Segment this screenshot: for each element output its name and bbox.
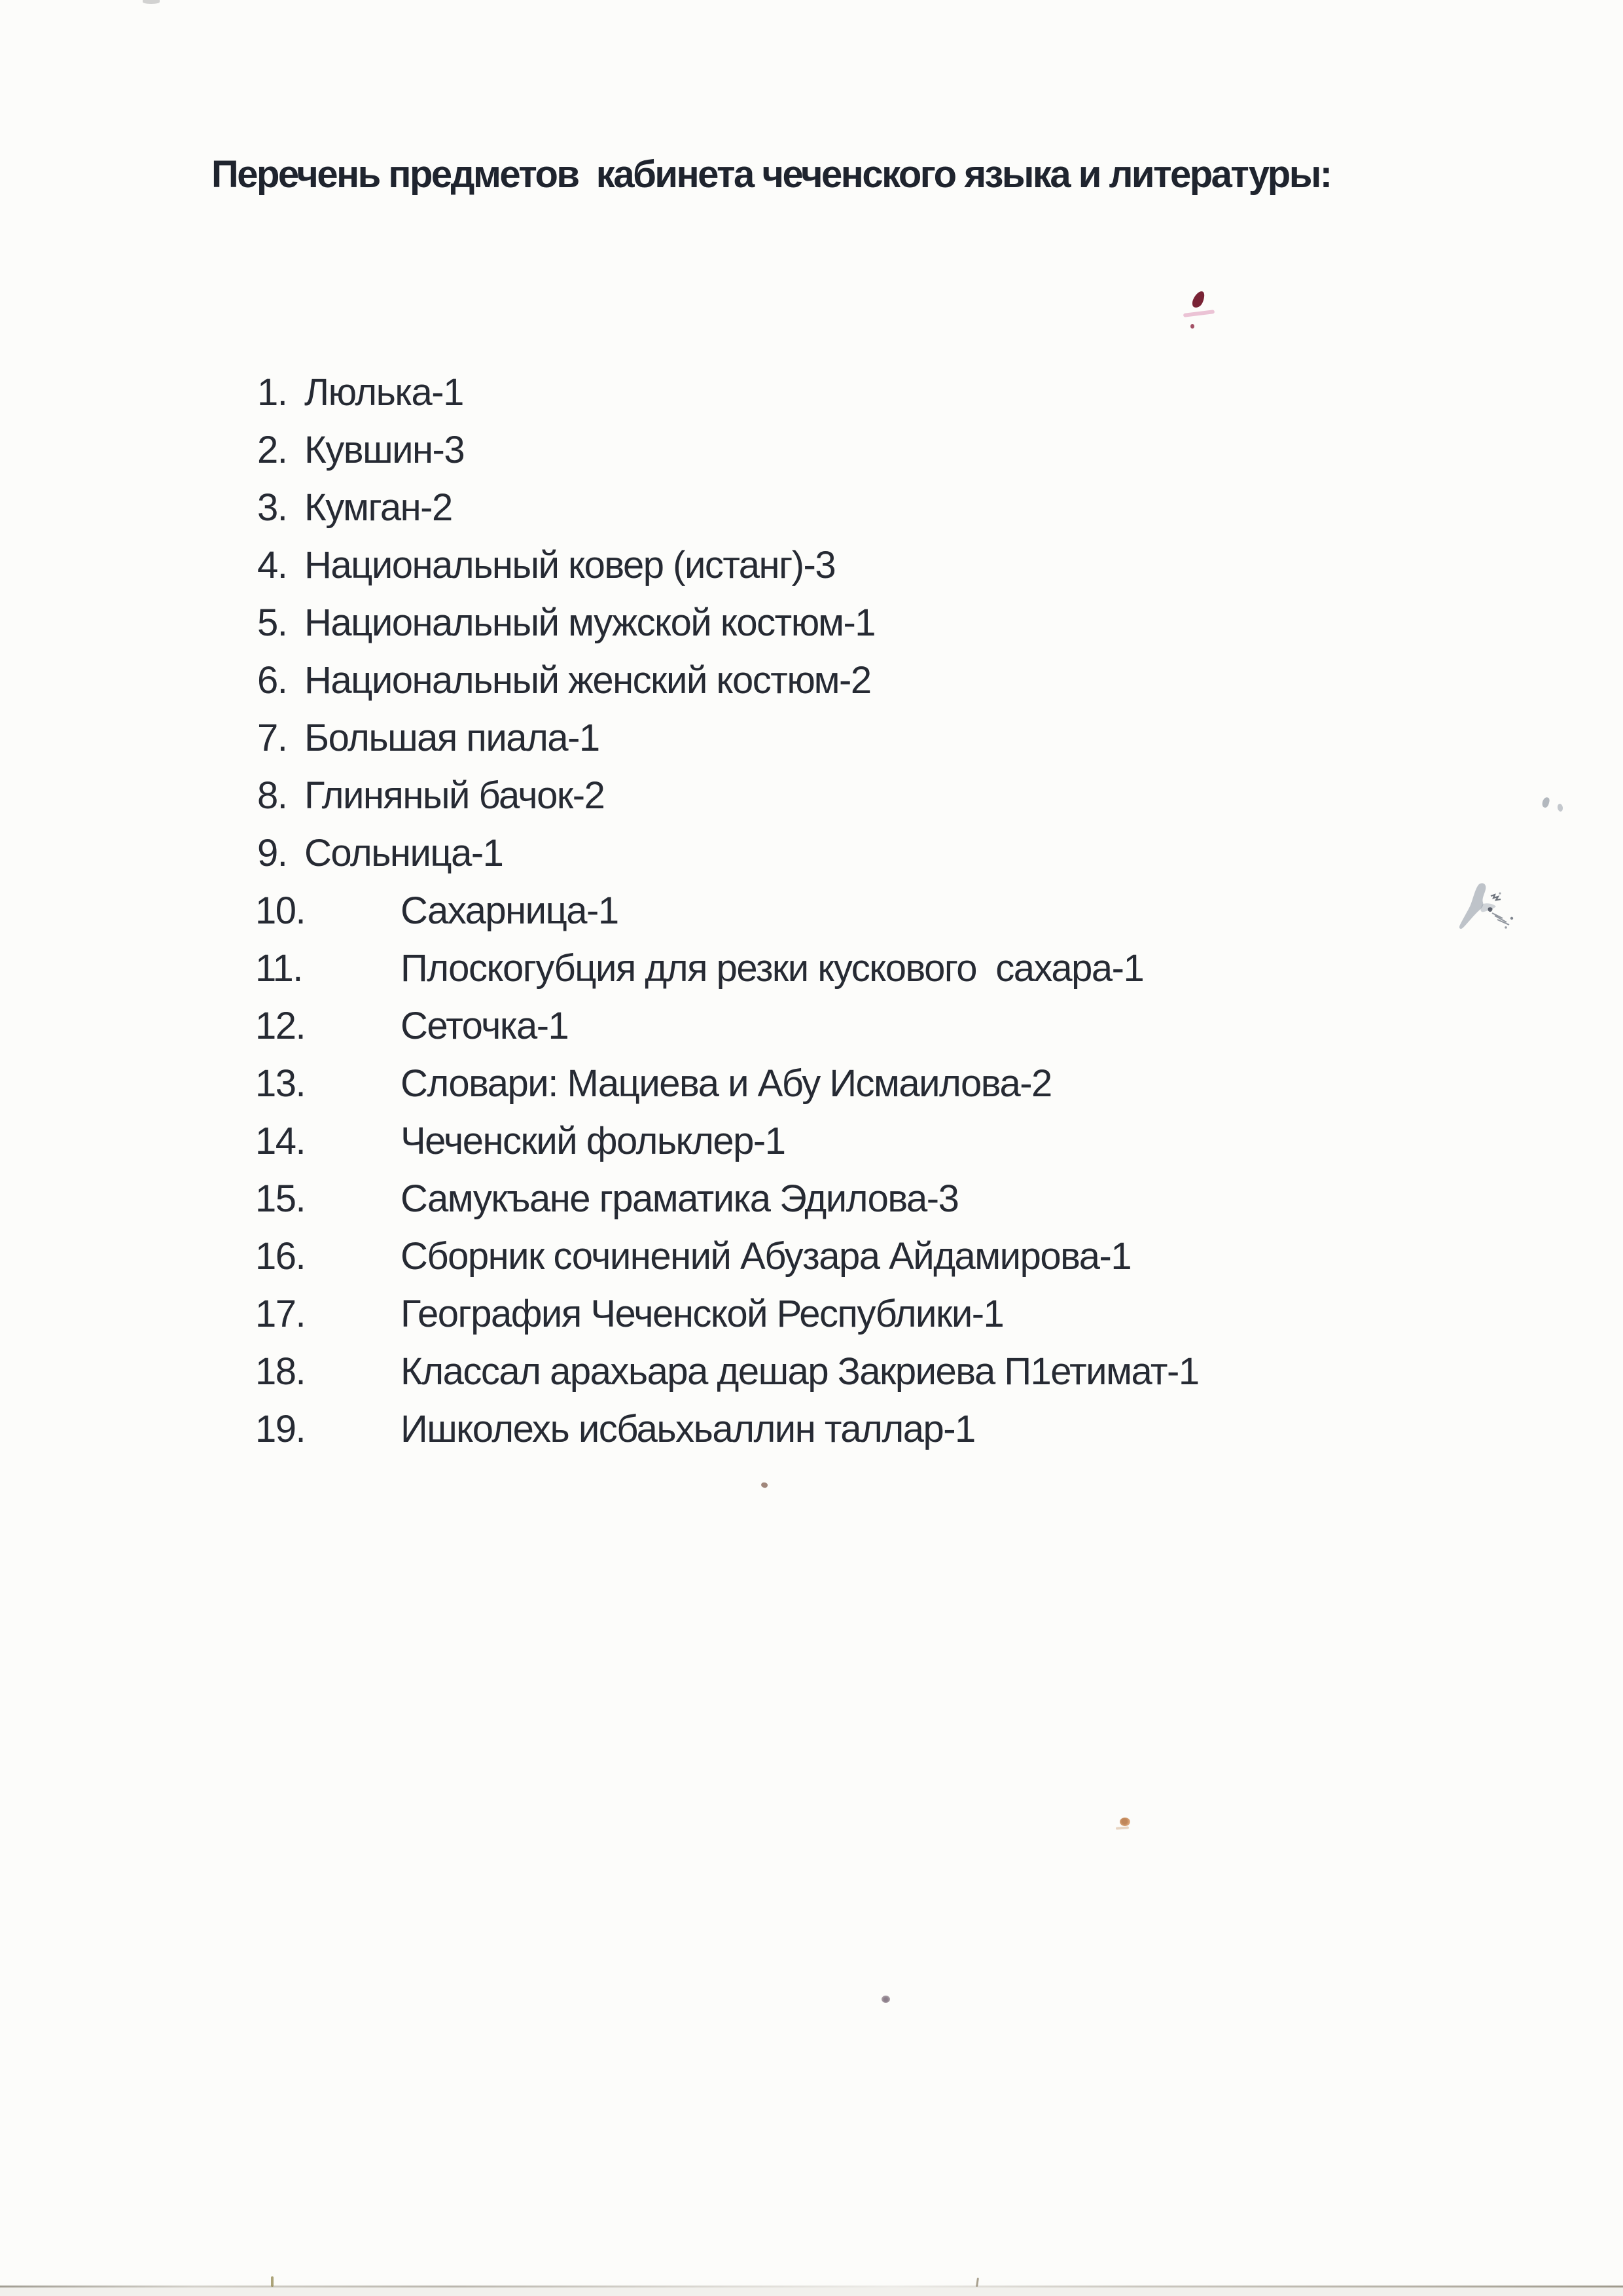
list-item-label: Национальный женский костюм-2 [304, 659, 871, 702]
red-pen-dot [1190, 324, 1194, 329]
list-item-number: 12. [255, 1005, 306, 1047]
list-item-number: 8. [257, 774, 287, 817]
scan-edge-tick [271, 2276, 274, 2287]
purple-speck [882, 1996, 890, 2003]
list-item-number: 7. [257, 717, 287, 759]
list-item [0, 537, 1623, 594]
list-item-number: 1. [257, 371, 287, 414]
list-item-label: Чеченский фольклер-1 [401, 1120, 785, 1162]
list-item-label: Словари: Мациева и Абу Исмаилова-2 [401, 1062, 1052, 1105]
list-item-label: Сольница-1 [304, 832, 503, 874]
inventory-list [0, 364, 1623, 1458]
page-title: Перечень предметов кабинета чеченского языка и литературы: [211, 153, 1331, 196]
list-item-label: Плоскогубция для резки кускового сахара-1 [401, 947, 1144, 990]
orange-speck [1120, 1818, 1130, 1826]
list-item-number: 15. [255, 1177, 306, 1220]
list-item [0, 1401, 1623, 1458]
list-item [0, 882, 1623, 940]
list-item-number: 9. [257, 832, 287, 874]
list-item [0, 1285, 1623, 1343]
list-item-label: Сахарница-1 [401, 889, 618, 932]
list-item [0, 1228, 1623, 1285]
list-item [0, 767, 1623, 825]
list-item-label: Ишколехь исбаьхьаллин таллар-1 [401, 1408, 975, 1450]
list-item [0, 422, 1623, 479]
list-item-number: 19. [255, 1408, 306, 1450]
list-item [0, 940, 1623, 997]
list-item-label: Самукъане граматика Эдилова-3 [401, 1177, 959, 1220]
orange-streak [1116, 1826, 1129, 1829]
list-item-number: 16. [255, 1235, 306, 1278]
list-item [0, 479, 1623, 537]
list-item [0, 1170, 1623, 1228]
list-item-number: 13. [255, 1062, 306, 1105]
list-item-number: 18. [255, 1350, 306, 1393]
list-item-label: Национальный ковер (истанг)-3 [304, 544, 836, 586]
list-item-label: Большая пиала-1 [304, 717, 599, 759]
scan-wisp-mark [143, 0, 160, 4]
list-item-number: 10. [255, 889, 306, 932]
list-item [0, 594, 1623, 652]
list-item-number: 14. [255, 1120, 306, 1162]
list-item-label: Сеточка-1 [401, 1005, 569, 1047]
list-item-label: Глиняный бачок-2 [304, 774, 605, 817]
scan-edge-tick [976, 2278, 979, 2287]
list-item [0, 709, 1623, 767]
red-pen-mark [1190, 289, 1207, 310]
list-item-number: 11. [255, 947, 302, 990]
list-item [0, 652, 1623, 709]
list-item [0, 825, 1623, 882]
list-item [0, 1113, 1623, 1170]
scan-bottom-band [0, 2287, 1623, 2296]
list-item-label: Кувшин-3 [304, 429, 465, 471]
list-item-number: 5. [257, 601, 287, 644]
list-item-label: Национальный мужской костюм-1 [304, 601, 876, 644]
list-item-label: Люлька-1 [304, 371, 463, 414]
list-item [0, 1055, 1623, 1113]
list-item-label: Сборник сочинений Абузара Айдамирова-1 [401, 1235, 1132, 1278]
list-item-number: 3. [257, 486, 287, 529]
list-item-number: 4. [257, 544, 287, 586]
pink-pen-streak [1183, 310, 1215, 317]
list-item-label: Классал арахьара дешар Закриева П1етимат-1 [401, 1350, 1199, 1393]
list-item-label: Кумган-2 [304, 486, 452, 529]
list-item-label: География Чеченской Республики-1 [401, 1293, 1004, 1335]
list-item-number: 2. [257, 429, 287, 471]
list-item [0, 364, 1623, 422]
list-item [0, 997, 1623, 1055]
list-item-number: 17. [255, 1293, 306, 1335]
list-item-number: 6. [257, 659, 287, 702]
brown-speck [760, 1482, 768, 1489]
scan-edge-line [0, 2286, 1623, 2287]
list-item [0, 1343, 1623, 1401]
